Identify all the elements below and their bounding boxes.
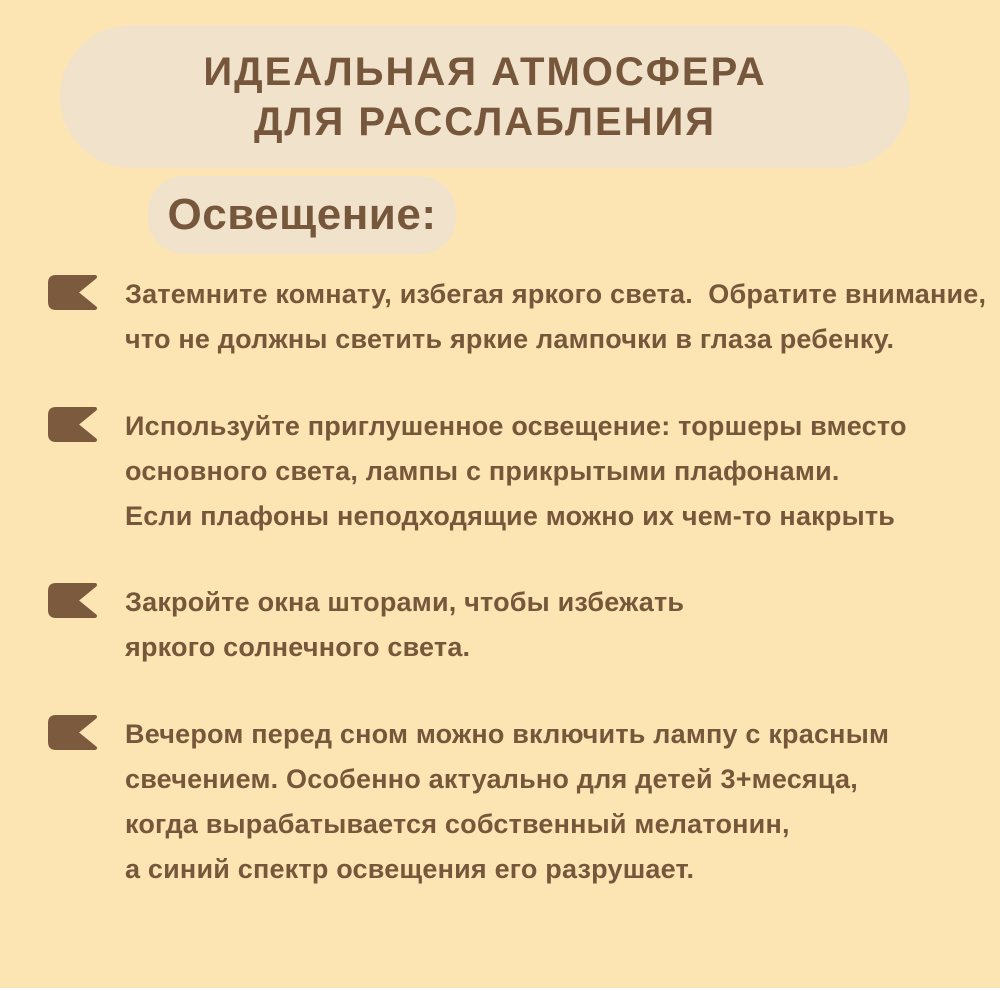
bullet-line: Затемните комнату, избегая яркого света. Обратите внимание,: [125, 279, 987, 309]
bullet-line: основного света, лампы с прикрытыми плафонами.: [125, 456, 840, 486]
section-label: Освещение:: [167, 190, 437, 239]
section-bubble: [148, 176, 456, 254]
list-item: [48, 580, 684, 670]
bullet-text: [125, 272, 986, 362]
bullet-line: свечением. Особенно актуально для детей 3+месяца,: [125, 764, 858, 794]
bullet-line: что не должны светить яркие лампочки в глаза ребенку.: [125, 324, 895, 354]
list-item: [48, 404, 907, 539]
ribbon-flag-icon: [48, 407, 101, 442]
bullet-text: [125, 580, 684, 670]
header-bubble: [60, 25, 910, 168]
list-item: [48, 272, 986, 362]
bullet-line: когда вырабатывается собственный мелатонин,: [125, 809, 790, 839]
bullet-line: Если плафоны неподходящие можно их чем-то накрыть: [125, 501, 896, 531]
page-title-line-2: ДЛЯ РАССЛАБЛЕНИЯ: [253, 99, 717, 144]
list-item: [48, 712, 889, 892]
ribbon-flag-icon: [48, 715, 101, 750]
ribbon-flag-icon: [48, 275, 101, 310]
bullet-text: [125, 404, 907, 539]
bullet-line: Вечером перед сном можно включить лампу с красным: [125, 719, 890, 749]
bullet-line: а синий спектр освещения его разрушает.: [125, 854, 695, 884]
bullet-line: Закройте окна шторами, чтобы избежать: [125, 587, 685, 617]
ribbon-flag-icon: [48, 583, 101, 618]
bullet-line: Используйте приглушенное освещение: торшеры вместо: [125, 411, 907, 441]
bullet-line: яркого солнечного света.: [125, 632, 471, 662]
bullet-text: [125, 712, 889, 892]
page-title-line-1: ИДЕАЛЬНАЯ АТМОСФЕРА: [203, 49, 767, 94]
